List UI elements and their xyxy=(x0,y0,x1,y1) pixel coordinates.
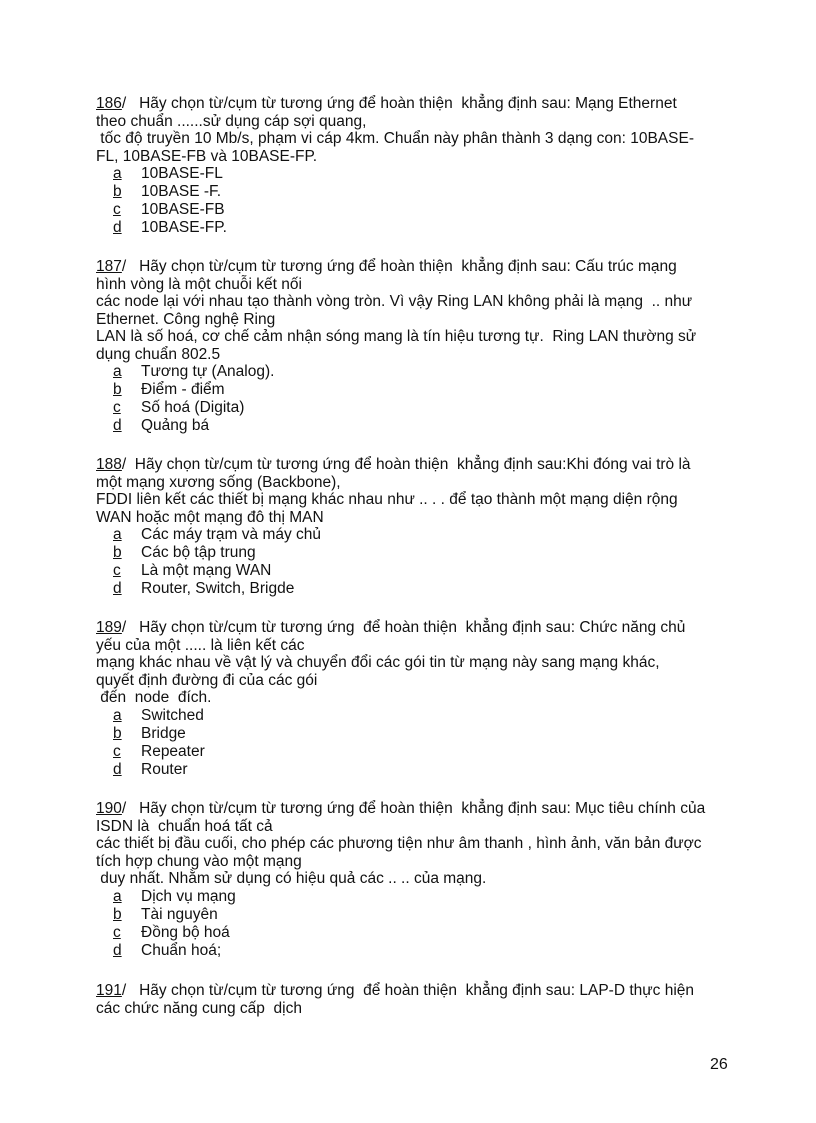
answer-option-a[interactable] xyxy=(96,165,736,183)
option-text: Tương tự (Analog). xyxy=(141,363,275,380)
question-text-line: Ethernet. Công nghệ Ring xyxy=(96,310,276,328)
answer-option-d[interactable] xyxy=(96,761,736,779)
option-letter: c xyxy=(113,201,121,218)
option-letter: b xyxy=(113,724,122,742)
answer-options xyxy=(96,526,736,598)
question-text-line: các chức năng cung cấp dịch xyxy=(96,999,302,1017)
question-text: / Hãy chọn từ/cụm từ tương ứng để hoàn thiện khẳng định sau:Khi đóng vai trò là xyxy=(121,456,691,473)
question-first-line xyxy=(96,258,736,276)
question-191 xyxy=(96,982,736,1017)
option-letter: d xyxy=(113,219,122,236)
option-text: Tài nguyên xyxy=(141,905,218,923)
answer-option-c[interactable] xyxy=(96,399,736,417)
option-text: Repeater xyxy=(141,742,205,760)
question-number: 187 xyxy=(96,258,122,275)
option-text: Điểm - điểm xyxy=(141,381,225,398)
question-text-line: duy nhất. Nhằm sử dụng có hiệu quả các .. .. của mạng. xyxy=(96,870,487,887)
question-first-line xyxy=(96,800,736,818)
option-letter: d xyxy=(113,760,122,778)
answer-options xyxy=(96,707,736,779)
answer-option-d[interactable] xyxy=(96,580,736,598)
question-text-line: dụng chuẩn 802.5 xyxy=(96,345,221,363)
option-text: 10BASE-FL xyxy=(141,165,223,182)
question-text-line: hình vòng là một chuỗi kết nối xyxy=(96,275,302,293)
question-text-line: FDDI liên kết các thiết bị mạng khác nhau như .. . . để tạo thành một mạng diện rộng xyxy=(96,491,678,508)
question-186 xyxy=(96,95,736,237)
question-number: 191 xyxy=(96,982,122,999)
answer-option-a[interactable] xyxy=(96,888,736,906)
answer-options xyxy=(96,165,736,237)
option-letter: d xyxy=(113,580,122,597)
option-letter: d xyxy=(113,417,122,434)
option-text: Router xyxy=(141,760,188,778)
option-text: 10BASE -F. xyxy=(141,183,222,200)
option-text: Switched xyxy=(141,706,204,724)
question-text: / Hãy chọn từ/cụm từ tương ứng để hoàn thiện khẳng định sau: Mạng Ethernet xyxy=(121,95,677,112)
answer-option-c[interactable] xyxy=(96,201,736,219)
question-text-line: các node lại với nhau tạo thành vòng tròn. Vì vậy Ring LAN không phải là mạng .. như xyxy=(96,293,693,310)
question-text-line: LAN là số hoá, cơ chế cảm nhận sóng mang là tín hiệu tương tự. Ring LAN thường sử xyxy=(96,328,697,345)
option-letter: c xyxy=(113,399,121,416)
question-188 xyxy=(96,456,736,598)
option-text: Đồng bộ hoá xyxy=(141,923,230,941)
option-letter: c xyxy=(113,923,121,941)
option-text: Bridge xyxy=(141,724,186,742)
question-text: / Hãy chọn từ/cụm từ tương ứng để hoàn thiện khẳng định sau: Cấu trúc mạng xyxy=(121,258,677,275)
option-text: 10BASE-FP. xyxy=(141,219,227,236)
answer-option-c[interactable] xyxy=(96,924,736,942)
question-text-line: một mạng xương sống (Backbone), xyxy=(96,473,341,491)
question-number: 189 xyxy=(96,619,122,636)
answer-option-b[interactable] xyxy=(96,183,736,201)
option-letter: c xyxy=(113,742,121,760)
question-first-line xyxy=(96,619,736,637)
answer-option-b[interactable] xyxy=(96,381,736,399)
question-first-line xyxy=(96,456,736,474)
option-text: Là một mạng WAN xyxy=(141,562,272,579)
question-text: / Hãy chọn từ/cụm từ tương ứng để hoàn thiện khẳng định sau: LAP-D thực hiện xyxy=(121,982,695,999)
option-text: Các bộ tập trung xyxy=(141,544,256,561)
question-number: 188 xyxy=(96,456,122,473)
question-text-line: tích hợp chung vào một mạng xyxy=(96,852,302,870)
question-190 xyxy=(96,800,736,960)
question-number: 186 xyxy=(96,95,122,112)
question-number: 190 xyxy=(96,800,122,817)
answer-options xyxy=(96,888,736,960)
option-letter: b xyxy=(113,905,122,923)
question-189 xyxy=(96,619,736,779)
option-text: Dịch vụ mạng xyxy=(141,887,236,905)
answer-option-c[interactable] xyxy=(96,562,736,580)
answer-option-a[interactable] xyxy=(96,707,736,725)
answer-option-d[interactable] xyxy=(96,942,736,960)
answer-option-d[interactable] xyxy=(96,219,736,237)
question-text: / Hãy chọn từ/cụm từ tương ứng để hoàn thiện khẳng định sau: Chức năng chủ xyxy=(121,619,686,636)
option-text: Router, Switch, Brigde xyxy=(141,580,295,597)
option-letter: a xyxy=(113,887,122,905)
answer-option-b[interactable] xyxy=(96,725,736,743)
option-letter: d xyxy=(113,941,122,959)
option-text: 10BASE-FB xyxy=(141,201,225,218)
question-text-line: FL, 10BASE-FB và 10BASE-FP. xyxy=(96,147,318,165)
question-text-line: mạng khác nhau về vật lý và chuyển đổi các gói tin từ mạng này sang mạng khác, xyxy=(96,654,660,671)
page-number: 26 xyxy=(710,1056,728,1073)
question-text-line: các thiết bị đầu cuối, cho phép các phương tiện như âm thanh , hình ảnh, văn bản được xyxy=(96,835,702,852)
question-text: / Hãy chọn từ/cụm từ tương ứng để hoàn thiện khẳng định sau: Mục tiêu chính của xyxy=(121,800,706,817)
option-letter: a xyxy=(113,165,122,182)
option-letter: b xyxy=(113,183,122,200)
answer-option-b[interactable] xyxy=(96,544,736,562)
answer-options xyxy=(96,363,736,435)
question-text-line: theo chuẩn ......sử dụng cáp sợi quang, xyxy=(96,112,367,130)
question-text-line: tốc độ truyền 10 Mb/s, phạm vi cáp 4km. Chuẩn này phân thành 3 dạng con: 10BASE- xyxy=(96,130,694,147)
option-text: Số hoá (Digita) xyxy=(141,399,245,416)
option-letter: a xyxy=(113,706,122,724)
option-text: Quảng bá xyxy=(141,417,210,434)
question-text-line: yếu của một ..... là liên kết các xyxy=(96,636,305,654)
answer-option-d[interactable] xyxy=(96,417,736,435)
question-text-line: quyết định đường đi của các gói xyxy=(96,671,318,689)
option-letter: b xyxy=(113,381,122,398)
question-text-line: đến node đích. xyxy=(96,689,212,706)
option-letter: a xyxy=(113,363,122,380)
answer-option-a[interactable] xyxy=(96,526,736,544)
option-letter: b xyxy=(113,544,122,561)
question-text-line: ISDN là chuẩn hoá tất cả xyxy=(96,817,273,835)
answer-option-c[interactable] xyxy=(96,743,736,761)
option-letter: c xyxy=(113,562,121,579)
question-text-line: WAN hoặc một mạng đô thị MAN xyxy=(96,508,324,526)
answer-option-a[interactable] xyxy=(96,363,736,381)
option-text: Các máy trạm và máy chủ xyxy=(141,526,322,543)
question-first-line xyxy=(96,982,736,1000)
option-text: Chuẩn hoá; xyxy=(141,941,222,959)
option-letter: a xyxy=(113,526,122,543)
question-187 xyxy=(96,258,736,435)
answer-option-b[interactable] xyxy=(96,906,736,924)
question-first-line xyxy=(96,95,736,113)
